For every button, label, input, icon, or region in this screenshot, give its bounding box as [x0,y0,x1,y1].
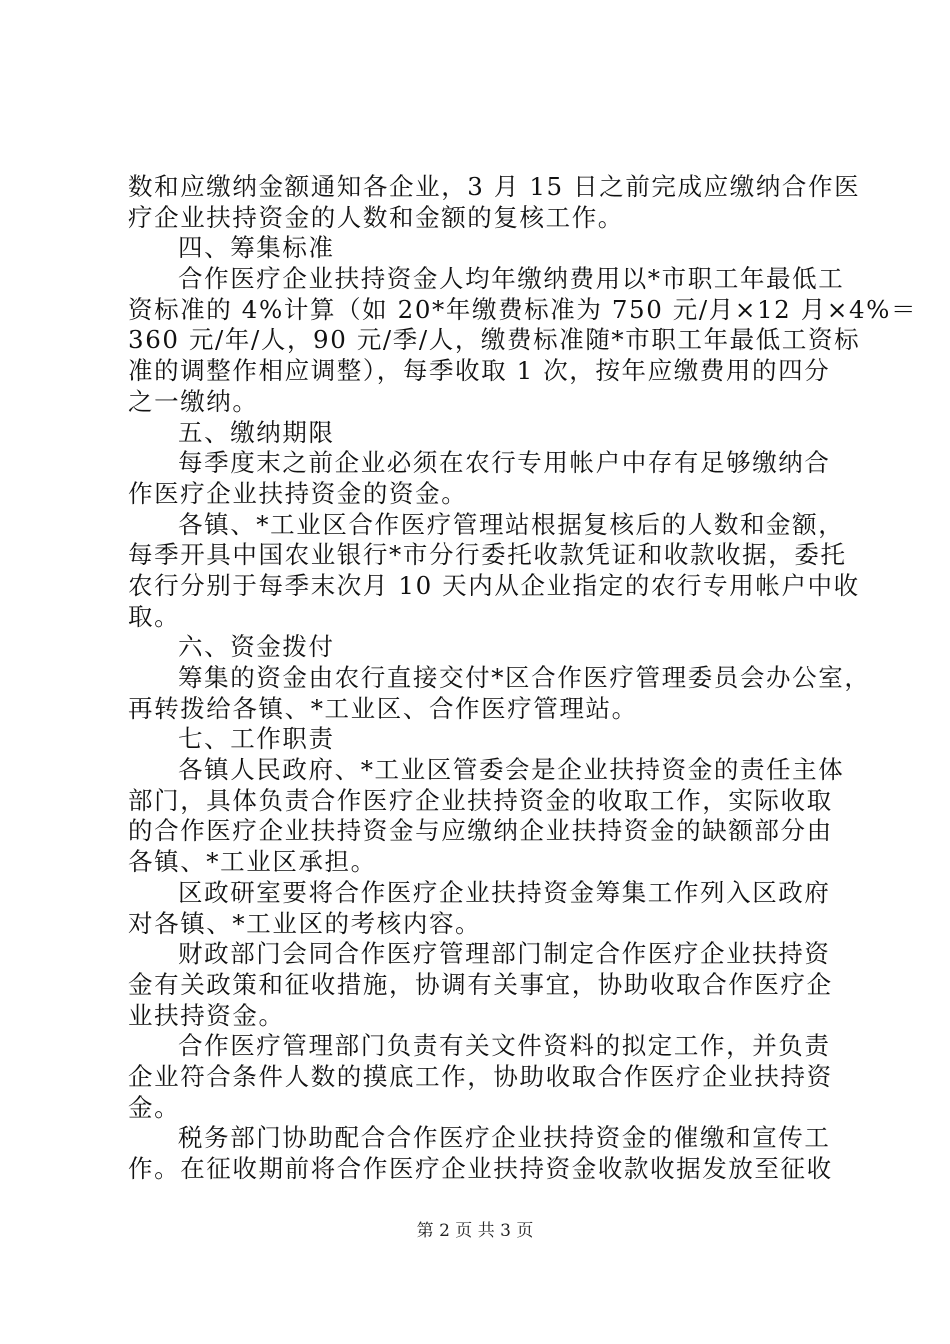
paragraph-line: 再转拨给各镇、*工业区、合作医疗管理站。 [128,693,638,723]
section-heading: 四、筹集标准 [178,233,335,263]
paragraph-line: 业扶持资金。 [128,1000,285,1030]
paragraph-line: 取。 [128,601,181,631]
section-heading: 五、缴纳期限 [178,417,335,447]
paragraph-line: 疗企业扶持资金的人数和金额的复核工作。 [128,202,624,232]
paragraph-line: 筹集的资金由农行直接交付*区合作医疗管理委员会办公室， [178,663,871,692]
paragraph-line: 合作医疗管理部门负责有关文件资料的拟定工作，并负责 [178,1031,831,1061]
paragraph-line: 各镇、*工业区承担。 [128,847,377,877]
paragraph-line: 准的调整作相应调整），每季收取 1 次，按年应缴费用的四分 [128,356,831,386]
paragraph-line: 金有关政策和征收措施，协调有关事宜，协助收取合作医疗企 [128,969,833,999]
paragraph-line: 对各镇、*工业区的考核内容。 [128,908,482,938]
paragraph-line: 区政研室要将合作医疗企业扶持资金筹集工作列入区政府 [178,877,831,907]
paragraph-line: 金。 [128,1092,181,1122]
paragraph-line: 各镇人民政府、*工业区管委会是企业扶持资金的责任主体 [178,755,845,785]
paragraph-line: 作医疗企业扶持资金的资金。 [128,478,468,508]
paragraph-line: 合作医疗企业扶持资金人均年缴纳费用以*市职工年最低工 [178,264,845,294]
paragraph-line: 作。在征收期前将合作医疗企业扶持资金收款收据发放至征收 [128,1154,833,1183]
paragraph-line: 每季度末之前企业必须在农行专用帐户中存有足够缴纳合 [178,448,831,478]
paragraph-line: 之一缴纳。 [128,386,259,416]
paragraph-line: 资标准的 4%计算（如 20*年缴费标准为 750 元/月×12 月×4%＝ [128,294,918,324]
page-number-footer: 第 2 页 共 3 页 [416,1221,534,1241]
paragraph-line: 360 元/年/人，90 元/季/人，缴费标准随*市职工年最低工资标 [128,325,861,355]
paragraph-line: 财政部门会同合作医疗管理部门制定合作医疗企业扶持资 [178,939,831,969]
paragraph-line: 税务部门协助配合合作医疗企业扶持资金的催缴和宣传工 [178,1123,831,1153]
paragraph-line: 每季开具中国农业银行*市分行委托收款凭证和收款收据，委托 [128,540,847,570]
paragraph-line: 各镇、*工业区合作医疗管理站根据复核后的人数和金额， [178,509,845,539]
paragraph-line: 农行分别于每季末次月 10 天内从企业指定的农行专用帐户中收 [128,570,860,600]
section-heading: 六、资金拨付 [178,632,335,662]
paragraph-line: 企业符合条件人数的摸底工作，协助收取合作医疗企业扶持资 [128,1061,833,1091]
section-heading: 七、工作职责 [178,724,335,754]
paragraph-line: 数和应缴纳金额通知各企业，3 月 15 日之前完成应缴纳合作医 [128,172,861,201]
paragraph-line: 部门，具体负责合作医疗企业扶持资金的收取工作，实际收取 [128,785,833,815]
paragraph-line: 的合作医疗企业扶持资金与应缴纳企业扶持资金的缺额部分由 [128,816,833,846]
document-body [128,172,918,1185]
